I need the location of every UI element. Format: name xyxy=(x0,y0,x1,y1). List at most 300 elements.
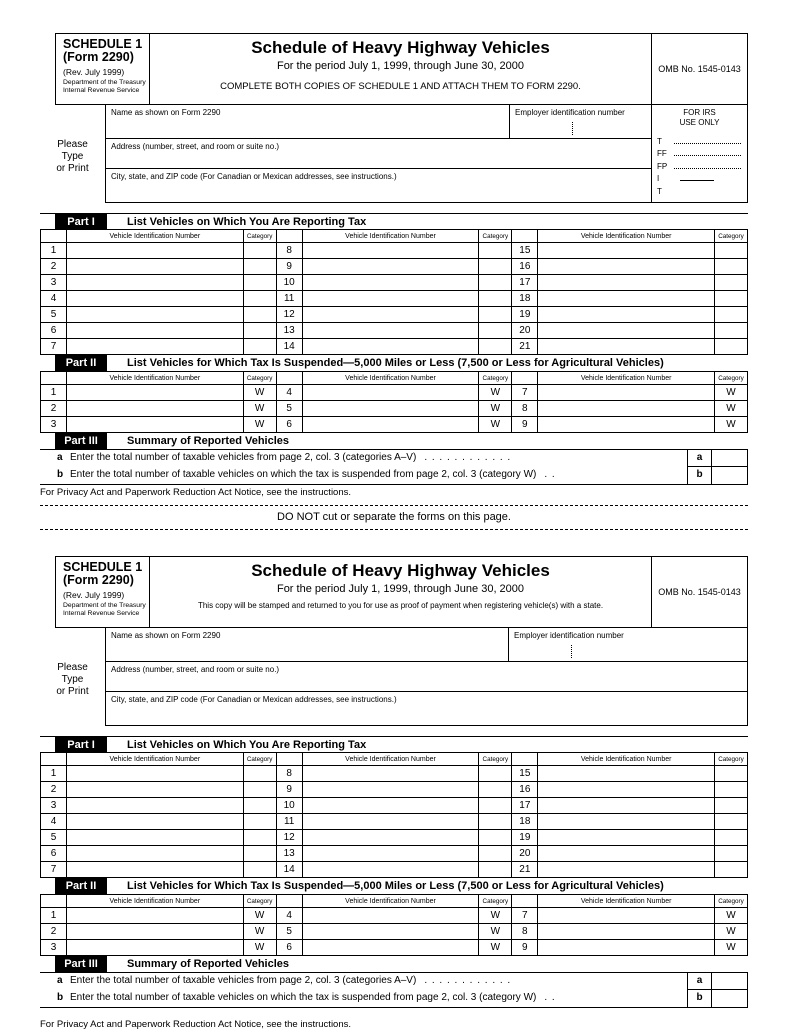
line-b-text: Enter the total number of taxable vehicles on which the tax is suspended from page 2, col. 3 (category W) xyxy=(70,469,537,480)
agency-label: Internal Revenue Service xyxy=(63,609,140,617)
vin-input-cell[interactable] xyxy=(538,924,715,940)
ein-digit-separator xyxy=(571,645,572,658)
category-input-cell[interactable] xyxy=(244,259,277,275)
category-input-cell[interactable] xyxy=(715,259,748,275)
category-input-cell[interactable] xyxy=(715,275,748,291)
form-title-block xyxy=(150,34,651,104)
empty-header-cell xyxy=(277,230,303,243)
vin-input-cell[interactable] xyxy=(538,339,715,355)
empty-header-cell xyxy=(277,895,303,908)
category-input-cell[interactable] xyxy=(244,291,277,307)
do-not-cut-notice: DO NOT cut or separate the forms on this page. xyxy=(277,511,511,523)
vin-input-cell[interactable] xyxy=(303,940,480,956)
row-number: 20 xyxy=(512,323,538,339)
category-column-header: Category xyxy=(244,230,277,243)
vin-input-cell[interactable] xyxy=(538,782,715,798)
category-input-cell[interactable] xyxy=(244,830,277,846)
vin-input-cell[interactable] xyxy=(303,782,480,798)
empty-header-cell xyxy=(512,753,538,766)
for-irs-use-only-box xyxy=(651,105,747,202)
empty-header-cell xyxy=(277,753,303,766)
row-number: 4 xyxy=(41,291,67,307)
vin-input-cell[interactable] xyxy=(303,275,480,291)
vin-input-cell[interactable] xyxy=(67,385,244,401)
city-state-zip-field[interactable] xyxy=(106,692,747,725)
taxpayer-fields xyxy=(106,105,651,202)
vin-column-header: Vehicle Identification Number xyxy=(538,230,715,243)
vin-input-cell[interactable] xyxy=(303,323,480,339)
category-input-cell[interactable] xyxy=(244,846,277,862)
row-number: 13 xyxy=(277,323,303,339)
category-w-cell: W xyxy=(479,401,512,417)
form-copy-2 xyxy=(40,556,748,1030)
vin-column-header: Vehicle Identification Number xyxy=(303,230,480,243)
category-input-cell[interactable] xyxy=(479,339,512,355)
row-number: 18 xyxy=(512,814,538,830)
empty-header-cell xyxy=(41,372,67,385)
part2-label: Part II xyxy=(55,878,107,894)
category-w-cell: W xyxy=(244,401,277,417)
category-input-cell[interactable] xyxy=(244,243,277,259)
part2-header-bar xyxy=(40,355,748,372)
category-input-cell[interactable] xyxy=(715,814,748,830)
part3-header-bar xyxy=(40,956,748,973)
vin-input-cell[interactable] xyxy=(303,401,480,417)
vin-input-cell[interactable] xyxy=(67,766,244,782)
please-line: Please xyxy=(57,662,88,673)
part1-vehicle-table xyxy=(40,753,748,878)
part1-header-bar xyxy=(40,213,748,230)
ein-field[interactable] xyxy=(510,105,651,138)
vin-input-cell[interactable] xyxy=(538,307,715,323)
form-id-block xyxy=(56,557,150,627)
solid-leader xyxy=(680,180,714,181)
part2-header-bar xyxy=(40,878,748,895)
category-input-cell[interactable] xyxy=(715,243,748,259)
city-field-label: City, state, and ZIP code (For Canadian or Mexican addresses, see instructions.) xyxy=(111,695,397,704)
category-w-cell: W xyxy=(715,385,748,401)
category-column-header: Category xyxy=(479,372,512,385)
row-number: 5 xyxy=(41,307,67,323)
part1-label: Part I xyxy=(55,214,107,229)
category-input-cell[interactable] xyxy=(479,243,512,259)
category-input-cell[interactable] xyxy=(479,862,512,878)
empty-header-cell xyxy=(41,230,67,243)
row-number: 17 xyxy=(512,275,538,291)
vin-input-cell[interactable] xyxy=(538,908,715,924)
irs-use-line2: USE ONLY xyxy=(679,117,720,127)
irs-code-row xyxy=(657,158,742,171)
category-column-header: Category xyxy=(715,230,748,243)
vin-input-cell[interactable] xyxy=(67,243,244,259)
vin-input-cell[interactable] xyxy=(67,323,244,339)
revision-date: (Rev. July 1999) xyxy=(63,590,125,600)
row-number: 10 xyxy=(277,275,303,291)
row-number: 12 xyxy=(277,830,303,846)
city-state-zip-field[interactable] xyxy=(106,169,651,202)
vin-input-cell[interactable] xyxy=(538,385,715,401)
vin-input-cell[interactable] xyxy=(67,924,244,940)
irs-code-row xyxy=(657,171,742,184)
row-number: 16 xyxy=(512,259,538,275)
part2-title: List Vehicles for Which Tax Is Suspended—5,000 Miles or Less (7,500 or Less for Agricultural Vehicles) xyxy=(127,880,664,892)
please-line: or Print xyxy=(56,686,89,697)
line-b-prefix: b xyxy=(57,992,64,1003)
category-w-cell: W xyxy=(244,417,277,433)
vin-input-cell[interactable] xyxy=(538,766,715,782)
dotted-leader xyxy=(674,143,741,144)
vin-column-header: Vehicle Identification Number xyxy=(538,895,715,908)
irs-code-i: I xyxy=(657,174,660,183)
vin-input-cell[interactable] xyxy=(303,259,480,275)
vin-column-header: Vehicle Identification Number xyxy=(538,753,715,766)
row-number: 17 xyxy=(512,798,538,814)
address-field-label: Address (number, street, and room or suite no.) xyxy=(111,142,280,151)
category-w-cell: W xyxy=(715,940,748,956)
address-field[interactable] xyxy=(106,139,651,169)
vin-input-cell[interactable] xyxy=(67,782,244,798)
part3-title: Summary of Reported Vehicles xyxy=(127,435,289,447)
please-line: Type xyxy=(61,674,84,685)
vin-input-cell[interactable] xyxy=(303,291,480,307)
category-input-cell[interactable] xyxy=(715,766,748,782)
taxpayer-fields xyxy=(106,628,747,725)
privacy-act-notice: For Privacy Act and Paperwork Reduction Act Notice, see the instructions. xyxy=(40,1019,352,1030)
row-number: 9 xyxy=(277,259,303,275)
line-a-text: Enter the total number of taxable vehicles from page 2, col. 3 (categories A–V) xyxy=(70,452,417,463)
name-field[interactable] xyxy=(106,628,509,661)
vin-input-cell[interactable] xyxy=(67,814,244,830)
row-number: 14 xyxy=(277,862,303,878)
summary-line-b xyxy=(40,990,748,1007)
row-number: 18 xyxy=(512,291,538,307)
line-a-prefix: a xyxy=(57,975,63,986)
category-w-cell: W xyxy=(479,924,512,940)
vin-column-header: Vehicle Identification Number xyxy=(67,230,244,243)
category-input-cell[interactable] xyxy=(479,830,512,846)
category-input-cell[interactable] xyxy=(244,862,277,878)
vin-input-cell[interactable] xyxy=(303,814,480,830)
category-column-header: Category xyxy=(479,895,512,908)
category-column-header: Category xyxy=(479,230,512,243)
vin-input-cell[interactable] xyxy=(538,243,715,259)
vin-input-cell[interactable] xyxy=(67,846,244,862)
vin-input-cell[interactable] xyxy=(538,323,715,339)
form-copy-1 xyxy=(40,33,748,498)
category-w-cell: W xyxy=(479,940,512,956)
name-ein-row xyxy=(106,105,651,139)
vin-input-cell[interactable] xyxy=(67,940,244,956)
category-input-cell[interactable] xyxy=(244,275,277,291)
category-input-cell[interactable] xyxy=(479,259,512,275)
form-number: (Form 2290) xyxy=(63,573,134,587)
copy-instruction: COMPLETE BOTH COPIES OF SCHEDULE 1 AND ATTACH THEM TO FORM 2290. xyxy=(220,81,581,92)
category-w-cell: W xyxy=(244,385,277,401)
dot-leader: . . xyxy=(544,992,556,1003)
vin-input-cell[interactable] xyxy=(303,862,480,878)
row-number: 3 xyxy=(41,275,67,291)
row-number: 15 xyxy=(512,766,538,782)
row-number: 14 xyxy=(277,339,303,355)
address-field[interactable] xyxy=(106,662,747,692)
please-type-or-print-label xyxy=(40,105,105,203)
category-input-cell[interactable] xyxy=(244,323,277,339)
part1-vehicle-table xyxy=(40,230,748,355)
category-w-cell: W xyxy=(479,908,512,924)
category-w-cell: W xyxy=(715,924,748,940)
row-number: 12 xyxy=(277,307,303,323)
line-a-entry-cell[interactable] xyxy=(711,973,748,990)
category-input-cell[interactable] xyxy=(715,307,748,323)
row-number: 7 xyxy=(41,862,67,878)
vin-input-cell[interactable] xyxy=(67,401,244,417)
ein-field[interactable] xyxy=(509,628,747,661)
category-input-cell[interactable] xyxy=(479,307,512,323)
part2-title: List Vehicles for Which Tax Is Suspended—5,000 Miles or Less (7,500 or Less for Agricultural Vehicles) xyxy=(127,357,664,369)
vin-input-cell[interactable] xyxy=(303,243,480,259)
dot-leader: . . . . . . . . . . . . xyxy=(424,975,512,986)
name-field[interactable] xyxy=(106,105,510,138)
row-number: 8 xyxy=(277,766,303,782)
row-number: 5 xyxy=(41,830,67,846)
line-b-text: Enter the total number of taxable vehicles on which the tax is suspended from page 2, col. 3 (category W) xyxy=(70,992,537,1003)
vin-input-cell[interactable] xyxy=(538,401,715,417)
row-number: 9 xyxy=(277,782,303,798)
row-number: 5 xyxy=(277,924,303,940)
category-input-cell[interactable] xyxy=(715,862,748,878)
row-number: 8 xyxy=(512,924,538,940)
category-input-cell[interactable] xyxy=(244,814,277,830)
category-input-cell[interactable] xyxy=(244,307,277,323)
vin-input-cell[interactable] xyxy=(538,814,715,830)
vin-column-header: Vehicle Identification Number xyxy=(538,372,715,385)
cut-separator xyxy=(40,505,748,530)
vin-input-cell[interactable] xyxy=(538,417,715,433)
category-w-cell: W xyxy=(715,401,748,417)
category-input-cell[interactable] xyxy=(244,766,277,782)
row-number: 7 xyxy=(41,339,67,355)
row-number: 2 xyxy=(41,401,67,417)
part3-header-bar xyxy=(40,433,748,450)
row-number: 4 xyxy=(277,908,303,924)
vin-input-cell[interactable] xyxy=(67,798,244,814)
part3-label: Part III xyxy=(55,433,107,449)
category-input-cell[interactable] xyxy=(244,782,277,798)
row-number: 4 xyxy=(41,814,67,830)
category-input-cell[interactable] xyxy=(479,291,512,307)
address-field-label: Address (number, street, and room or suite no.) xyxy=(111,665,280,674)
category-column-header: Category xyxy=(715,895,748,908)
category-input-cell[interactable] xyxy=(715,323,748,339)
category-input-cell[interactable] xyxy=(715,291,748,307)
irs-code-row xyxy=(657,146,742,159)
row-number: 11 xyxy=(277,814,303,830)
row-number: 9 xyxy=(512,417,538,433)
vin-input-cell[interactable] xyxy=(538,862,715,878)
vin-input-cell[interactable] xyxy=(67,830,244,846)
vin-input-cell[interactable] xyxy=(303,924,480,940)
irs-code-t1: T xyxy=(657,136,662,146)
revision-date: (Rev. July 1999) xyxy=(63,67,125,77)
period-line: For the period July 1, 1999, through June 30, 2000 xyxy=(276,583,525,595)
vin-input-cell[interactable] xyxy=(303,417,480,433)
form-id-block xyxy=(56,34,150,104)
irs-code-row xyxy=(657,133,742,146)
vin-input-cell[interactable] xyxy=(303,766,480,782)
category-input-cell[interactable] xyxy=(479,846,512,862)
part3-title: Summary of Reported Vehicles xyxy=(127,958,289,970)
copy-instruction: This copy will be stamped and returned to you for use as proof of payment when registering vehicle(s) with a state. xyxy=(197,601,604,610)
category-input-cell[interactable] xyxy=(479,814,512,830)
category-input-cell[interactable] xyxy=(715,782,748,798)
irs-code-fp: FP xyxy=(657,161,668,171)
category-input-cell[interactable] xyxy=(244,339,277,355)
city-field-label: City, state, and ZIP code (For Canadian or Mexican addresses, see instructions.) xyxy=(111,172,397,181)
category-column-header: Category xyxy=(244,753,277,766)
empty-header-cell xyxy=(512,372,538,385)
line-a-prefix: a xyxy=(57,452,63,463)
schedule-label: SCHEDULE 1 xyxy=(63,560,143,574)
vin-input-cell[interactable] xyxy=(303,830,480,846)
empty-header-cell xyxy=(41,753,67,766)
category-column-header: Category xyxy=(715,372,748,385)
vin-input-cell[interactable] xyxy=(538,940,715,956)
please-line: Type xyxy=(61,151,84,162)
category-w-cell: W xyxy=(715,417,748,433)
vin-input-cell[interactable] xyxy=(538,798,715,814)
line-b-entry-cell[interactable] xyxy=(711,990,748,1007)
line-b-prefix: b xyxy=(57,469,64,480)
row-number: 20 xyxy=(512,846,538,862)
row-number: 11 xyxy=(277,291,303,307)
line-a-text: Enter the total number of taxable vehicles from page 2, col. 3 (categories A–V) xyxy=(70,975,417,986)
category-w-cell: W xyxy=(244,908,277,924)
part1-title: List Vehicles on Which You Are Reporting Tax xyxy=(127,216,367,228)
category-input-cell[interactable] xyxy=(244,798,277,814)
category-input-cell[interactable] xyxy=(715,830,748,846)
vin-input-cell[interactable] xyxy=(538,259,715,275)
dotted-leader xyxy=(674,155,741,156)
row-number: 6 xyxy=(277,940,303,956)
vin-column-header: Vehicle Identification Number xyxy=(303,372,480,385)
line-a-entry-cell[interactable] xyxy=(711,450,748,467)
row-number: 19 xyxy=(512,830,538,846)
vin-input-cell[interactable] xyxy=(538,291,715,307)
row-number: 6 xyxy=(41,323,67,339)
empty-header-cell xyxy=(41,895,67,908)
category-input-cell[interactable] xyxy=(479,275,512,291)
line-a-box-label: a xyxy=(687,450,711,467)
vin-input-cell[interactable] xyxy=(303,798,480,814)
row-number: 7 xyxy=(512,385,538,401)
cut-line xyxy=(40,529,748,530)
category-input-cell[interactable] xyxy=(479,798,512,814)
vin-input-cell[interactable] xyxy=(303,908,480,924)
category-column-header: Category xyxy=(244,895,277,908)
category-column-header: Category xyxy=(244,372,277,385)
vin-input-cell[interactable] xyxy=(538,830,715,846)
period-line: For the period July 1, 1999, through June 30, 2000 xyxy=(276,60,525,72)
irs-code-t2: T xyxy=(657,186,662,196)
vin-input-cell[interactable] xyxy=(67,417,244,433)
vin-column-header: Vehicle Identification Number xyxy=(67,753,244,766)
part3-label: Part III xyxy=(55,956,107,972)
privacy-act-notice: For Privacy Act and Paperwork Reduction Act Notice, see the instructions. xyxy=(40,487,352,498)
vin-input-cell[interactable] xyxy=(303,307,480,323)
vin-input-cell[interactable] xyxy=(538,275,715,291)
row-number: 10 xyxy=(277,798,303,814)
row-number: 1 xyxy=(41,243,67,259)
summary-line-a xyxy=(40,450,748,467)
name-field-label: Name as shown on Form 2290 xyxy=(111,631,221,640)
vin-input-cell[interactable] xyxy=(538,846,715,862)
part3-summary xyxy=(40,973,748,1008)
row-number: 2 xyxy=(41,924,67,940)
row-number: 6 xyxy=(41,846,67,862)
part2-vehicle-table xyxy=(40,895,748,956)
vin-input-cell[interactable] xyxy=(67,259,244,275)
vin-input-cell[interactable] xyxy=(67,862,244,878)
line-b-entry-cell[interactable] xyxy=(711,467,748,484)
category-input-cell[interactable] xyxy=(479,766,512,782)
dot-leader: . . . . . . . . . . . . xyxy=(424,452,512,463)
omb-number: OMB No. 1545-0143 xyxy=(658,587,741,597)
vin-input-cell[interactable] xyxy=(67,307,244,323)
please-line: or Print xyxy=(56,163,89,174)
form-header xyxy=(55,33,748,105)
part3-summary xyxy=(40,450,748,485)
vin-input-cell[interactable] xyxy=(67,339,244,355)
category-w-cell: W xyxy=(715,908,748,924)
category-input-cell[interactable] xyxy=(479,782,512,798)
category-input-cell[interactable] xyxy=(715,339,748,355)
row-number: 3 xyxy=(41,940,67,956)
vin-input-cell[interactable] xyxy=(67,908,244,924)
vin-input-cell[interactable] xyxy=(67,291,244,307)
form-title-block xyxy=(150,557,651,627)
row-number: 3 xyxy=(41,417,67,433)
empty-header-cell xyxy=(512,895,538,908)
ein-field-label: Employer identification number xyxy=(514,631,624,640)
vin-input-cell[interactable] xyxy=(303,846,480,862)
form-number: (Form 2290) xyxy=(63,50,134,64)
part1-title: List Vehicles on Which You Are Reporting Tax xyxy=(127,739,367,751)
vin-input-cell[interactable] xyxy=(67,275,244,291)
taxpayer-info-box xyxy=(105,105,748,203)
row-number: 1 xyxy=(41,908,67,924)
category-w-cell: W xyxy=(479,385,512,401)
row-number: 2 xyxy=(41,782,67,798)
vin-column-header: Vehicle Identification Number xyxy=(67,372,244,385)
part2-vehicle-table xyxy=(40,372,748,433)
agency-label: Internal Revenue Service xyxy=(63,86,140,94)
dotted-leader xyxy=(674,168,741,169)
part1-header-bar xyxy=(40,736,748,753)
omb-number: OMB No. 1545-0143 xyxy=(658,64,741,74)
category-input-cell[interactable] xyxy=(715,798,748,814)
line-b-box-label: b xyxy=(687,467,711,484)
schedule-label: SCHEDULE 1 xyxy=(63,37,143,51)
vin-column-header: Vehicle Identification Number xyxy=(303,895,480,908)
irs-use-only-title xyxy=(657,108,742,127)
row-number: 8 xyxy=(512,401,538,417)
category-input-cell[interactable] xyxy=(715,846,748,862)
category-input-cell[interactable] xyxy=(479,323,512,339)
row-number: 19 xyxy=(512,307,538,323)
vin-input-cell[interactable] xyxy=(303,385,480,401)
vin-input-cell[interactable] xyxy=(303,339,480,355)
please-line: Please xyxy=(57,139,88,150)
